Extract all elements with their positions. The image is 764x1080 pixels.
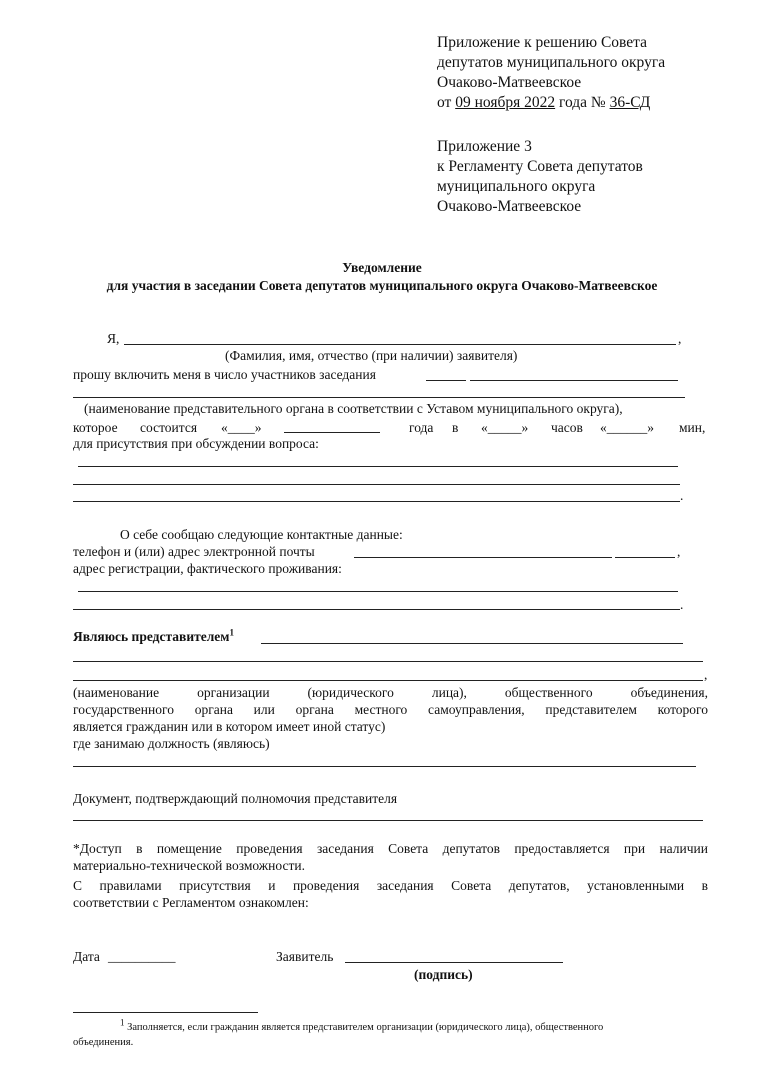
- contacts-intro: О себе сообщаю следующие контактные данные:: [120, 527, 403, 542]
- question-field-3[interactable]: [73, 501, 680, 502]
- word-min: мин,: [679, 420, 706, 435]
- rules-line1: С правилами присутствия и проведения заседания Совета депутатов, установленными в: [73, 878, 708, 893]
- annex-date: 09 ноября 2022: [455, 94, 556, 111]
- annex3-line2: к Регламенту Совета депутатов: [437, 158, 643, 175]
- org-field-2[interactable]: [73, 680, 703, 681]
- phone-label: телефон и (или) адрес электронной почты: [73, 544, 315, 559]
- annex-date-mid: года №: [555, 94, 610, 111]
- representative-text: Являюсь представителем: [73, 629, 230, 644]
- request-text: прошу включить меня в число участников заседания: [73, 367, 376, 382]
- phone-field-b[interactable]: [615, 557, 675, 558]
- fio-comma: ,: [678, 331, 682, 346]
- address-period: .: [680, 597, 684, 612]
- footnote-ref: 1: [229, 627, 234, 638]
- annex-date-prefix: от: [437, 94, 456, 111]
- word-sostoitsya: состоится: [140, 420, 198, 435]
- annex-decision-line3: Очаково-Матвеевское: [437, 74, 582, 91]
- address-label: адрес регистрации, фактического проживания:: [73, 561, 342, 576]
- footnote-line2: объединения.: [73, 1037, 134, 1048]
- org-caption-line2: государственного органа или органа местного самоуправления, представителем которого: [73, 702, 708, 717]
- footnote-mark: 1: [120, 1017, 125, 1028]
- access-note-line1: *Доступ в помещение проведения заседания Совета депутатов предоставляется при наличии: [73, 841, 708, 856]
- applicant-label: Заявитель: [276, 949, 334, 964]
- representative-label: [73, 628, 234, 645]
- hours-field[interactable]: «_____»: [481, 420, 529, 435]
- meeting-field-b[interactable]: [470, 380, 678, 381]
- document-title: Уведомление: [342, 260, 422, 275]
- annex3-line4: Очаково-Матвеевское: [437, 198, 582, 215]
- address-field-2[interactable]: [73, 609, 680, 610]
- org-comma: ,: [704, 667, 708, 682]
- fio-field[interactable]: [124, 344, 676, 345]
- question-text: для присутствия при обсуждении вопроса:: [73, 436, 319, 451]
- word-chasov: часов: [551, 420, 583, 435]
- ya-label: Я,: [107, 331, 120, 346]
- annex3-line1: Приложение 3: [437, 138, 532, 155]
- annex-decision-line4: [437, 93, 650, 114]
- position-label: где занимаю должность (являюсь): [73, 736, 270, 751]
- date-label: Дата: [73, 949, 100, 964]
- footnote-separator: [73, 1012, 258, 1013]
- day-field[interactable]: «____»: [221, 420, 262, 435]
- representative-field[interactable]: [261, 643, 683, 644]
- annex-number: 36-СД: [609, 94, 651, 111]
- doc-field[interactable]: [73, 820, 703, 821]
- phone-comma: ,: [677, 544, 681, 559]
- question-field-1[interactable]: [78, 466, 678, 467]
- document-subtitle: для участия в заседании Совета депутатов муниципального округа Очаково-Матвеевское: [106, 278, 658, 293]
- word-goda: года: [409, 420, 434, 435]
- minutes-field[interactable]: «______»: [600, 420, 654, 435]
- signature-caption: (подпись): [414, 967, 473, 982]
- question-field-2[interactable]: [73, 484, 680, 485]
- annex-decision-line2: депутатов муниципального округа: [437, 54, 666, 71]
- address-field-1[interactable]: [78, 591, 678, 592]
- rules-line2: соответствии с Регламентом ознакомлен:: [73, 895, 309, 910]
- org-field-1[interactable]: [73, 661, 703, 662]
- organ-caption: (наименование представительного органа в соответствии с Уставом муниципального округа),: [84, 401, 623, 416]
- meeting-field-a[interactable]: [426, 380, 466, 381]
- fio-caption: (Фамилия, имя, отчество (при наличии) заявителя): [225, 348, 518, 363]
- organ-field[interactable]: [73, 397, 685, 398]
- signature-field[interactable]: [345, 962, 563, 963]
- annex3-line3: муниципального округа: [437, 178, 596, 195]
- annex-decision-line1: Приложение к решению Совета: [437, 34, 647, 51]
- org-caption-line3: является гражданин или в котором имеет иной статус): [73, 719, 386, 734]
- question-period: .: [680, 488, 684, 503]
- footnote-text1: Заполняется, если гражданин является представителем организации (юридического лица), общественного: [127, 1022, 604, 1033]
- phone-field-a[interactable]: [354, 557, 612, 558]
- position-field[interactable]: [73, 766, 696, 767]
- date-field[interactable]: __________: [108, 949, 176, 964]
- access-note-line2: материально-технической возможности.: [73, 858, 305, 873]
- word-kotoroe: которое: [73, 420, 118, 435]
- doc-label: Документ, подтверждающий полномочия представителя: [73, 791, 398, 806]
- footnote-line1: [120, 1017, 604, 1035]
- month-field[interactable]: [284, 432, 380, 433]
- org-caption-line1: (наименование организации (юридического лица), общественного объединения,: [73, 685, 708, 700]
- word-v: в: [452, 420, 459, 435]
